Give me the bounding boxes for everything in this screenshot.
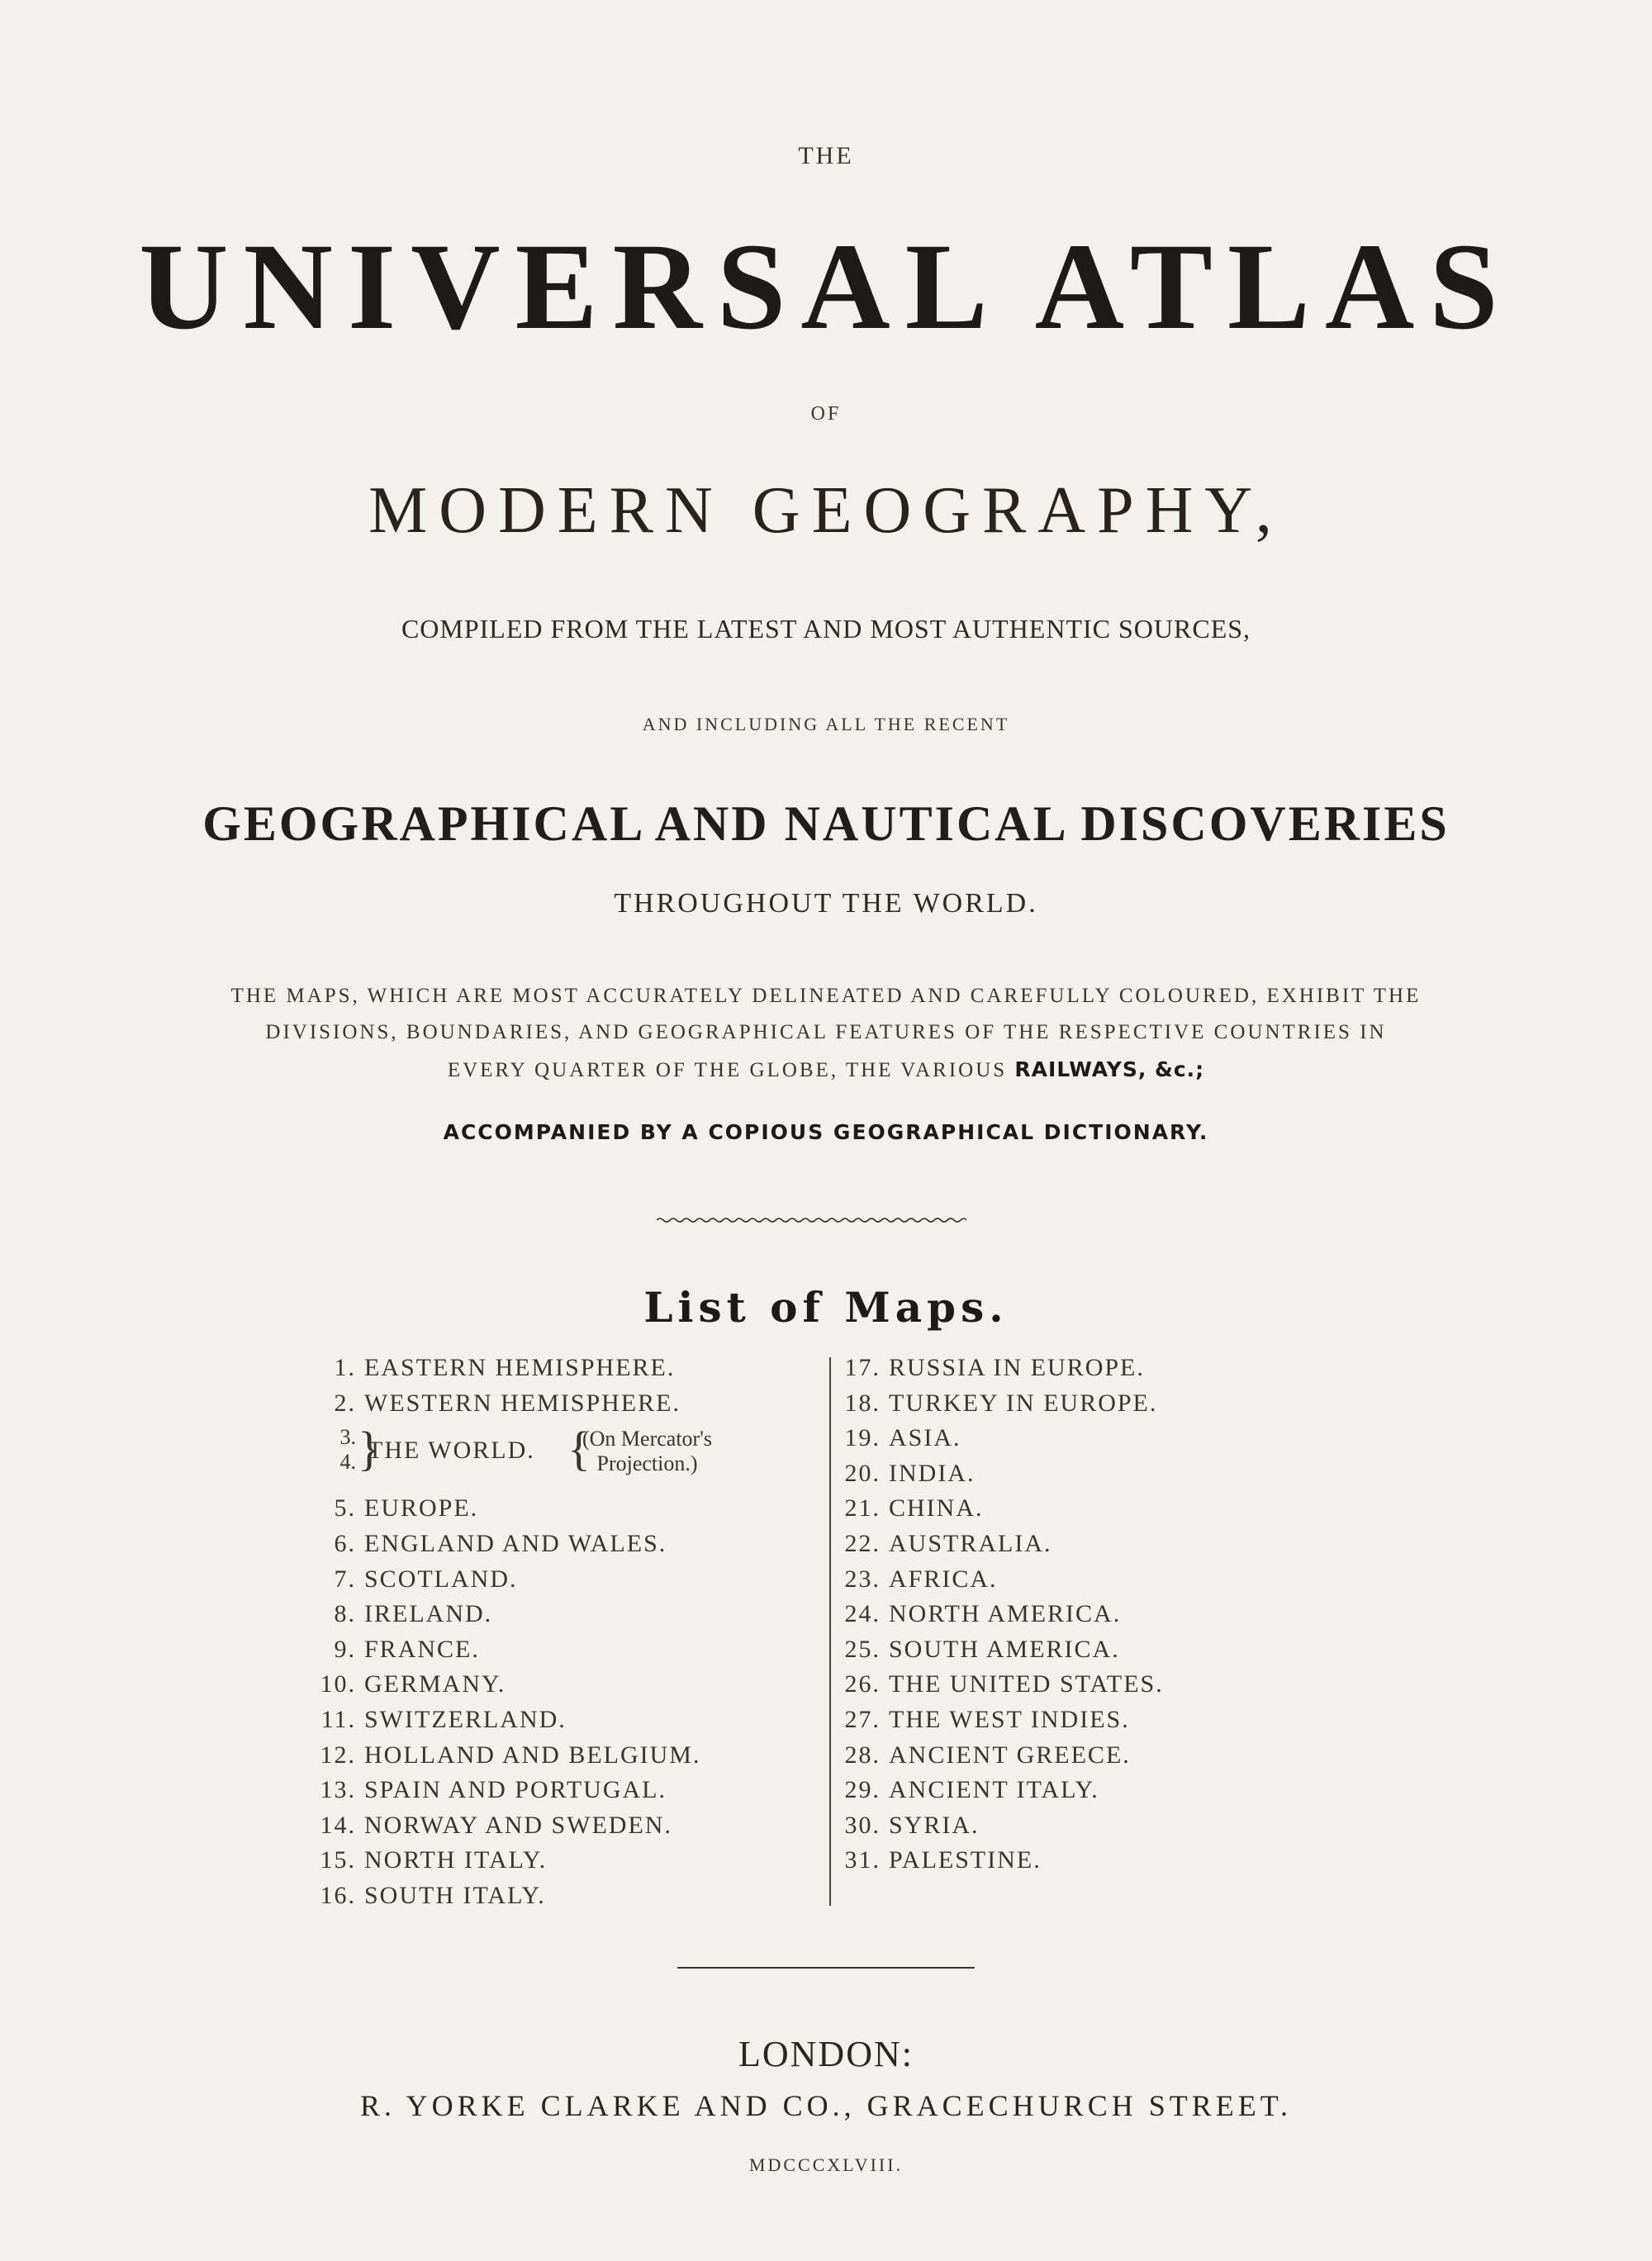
throughout-line: THROUGHOUT THE WORLD. xyxy=(614,888,1038,919)
map-list-item xyxy=(310,1809,672,1842)
map-name: EASTERN HEMISPHERE. xyxy=(364,1354,676,1381)
map-list-item xyxy=(310,1492,478,1525)
map-name: CHINA. xyxy=(889,1494,984,1522)
subtitle: MODERN GEOGRAPHY, xyxy=(368,474,1284,547)
title-the: THE xyxy=(798,142,854,169)
map-list-item xyxy=(834,1351,1145,1385)
world-entry-note-line-1: (On Mercator's xyxy=(582,1427,713,1451)
map-list-item xyxy=(834,1492,984,1525)
map-name: NORTH AMERICA. xyxy=(889,1600,1122,1627)
map-number: 31. xyxy=(844,1846,881,1874)
map-number: 21. xyxy=(844,1494,881,1522)
map-name: THE WEST INDIES. xyxy=(889,1706,1130,1733)
map-name: GERMANY. xyxy=(364,1670,506,1698)
imprint-year: MDCCCXLVIII. xyxy=(748,2154,904,2175)
map-number: 24. xyxy=(844,1600,881,1627)
description-line-1: THE MAPS, WHICH ARE MOST ACCURATELY DELINEATED AND CAREFULLY COLOURED, EXHIBIT THE xyxy=(230,985,1422,1007)
map-list-item xyxy=(834,1422,961,1455)
map-list-item xyxy=(834,1774,1099,1807)
map-number: 18. xyxy=(844,1389,881,1417)
map-name: HOLLAND AND BELGIUM. xyxy=(364,1741,701,1769)
brace-right-icon: { xyxy=(567,1422,591,1475)
map-number: 27. xyxy=(844,1706,881,1733)
list-of-maps-heading: List of Maps. xyxy=(643,1283,1009,1332)
map-number: 23. xyxy=(844,1565,881,1593)
map-list-item xyxy=(834,1387,1157,1420)
map-name: WESTERN HEMISPHERE. xyxy=(364,1389,681,1417)
map-number: 11. xyxy=(320,1706,356,1733)
map-name: PALESTINE. xyxy=(889,1846,1042,1874)
world-entry-note xyxy=(582,1427,712,1476)
map-name: SCOTLAND. xyxy=(364,1565,518,1593)
map-list-item xyxy=(834,1703,1130,1736)
map-name: NORWAY AND SWEDEN. xyxy=(364,1812,672,1839)
world-entry-num-3: 3. xyxy=(339,1425,356,1449)
map-number: 17. xyxy=(844,1354,881,1381)
map-list-item xyxy=(310,1633,480,1666)
map-name: THE UNITED STATES. xyxy=(889,1670,1164,1698)
world-entry-title: THE WORLD. xyxy=(368,1437,535,1464)
map-list-item xyxy=(834,1563,998,1596)
map-name: ANCIENT GREECE. xyxy=(889,1741,1131,1769)
map-list-item xyxy=(310,1351,675,1385)
map-number: 26. xyxy=(844,1670,881,1698)
map-list-item xyxy=(834,1633,1120,1666)
discoveries-heading: GEOGRAPHICAL AND NAUTICAL DISCOVERIES xyxy=(202,796,1450,851)
map-number: 7. xyxy=(334,1565,356,1593)
compiled-line: COMPILED FROM THE LATEST AND MOST AUTHENTIC SOURCES, xyxy=(401,614,1251,644)
map-number: 6. xyxy=(334,1530,356,1557)
map-number: 12. xyxy=(320,1741,356,1769)
map-list-item xyxy=(310,1598,492,1631)
map-list-item xyxy=(834,1809,980,1842)
map-name: SOUTH AMERICA. xyxy=(889,1636,1120,1663)
map-list-item xyxy=(310,1774,667,1807)
map-number: 13. xyxy=(320,1776,356,1803)
imprint-publisher: R. YORKE CLARKE AND CO., GRACECHURCH STREET. xyxy=(359,2089,1293,2122)
map-number: 15. xyxy=(320,1846,356,1874)
accompanied-line: ACCOMPANIED BY A COPIOUS GEOGRAPHICAL DICTIONARY. xyxy=(443,1120,1209,1144)
map-name: SWITZERLAND. xyxy=(364,1706,567,1733)
map-list-item xyxy=(310,1668,506,1701)
map-name: RUSSIA IN EUROPE. xyxy=(889,1354,1145,1381)
map-number: 5. xyxy=(334,1494,356,1522)
map-name: IRELAND. xyxy=(364,1600,493,1627)
map-number: 2. xyxy=(334,1389,356,1417)
map-number: 8. xyxy=(334,1600,356,1627)
map-name: ANCIENT ITALY. xyxy=(889,1776,1099,1803)
map-list-item xyxy=(310,1563,518,1596)
map-number: 16. xyxy=(320,1882,356,1909)
map-name: AFRICA. xyxy=(889,1565,998,1593)
railways-emphasis: RAILWAYS, &c.; xyxy=(1014,1057,1205,1081)
description-line-3 xyxy=(0,1057,1652,1082)
map-list-item xyxy=(834,1739,1131,1772)
map-list-item xyxy=(310,1739,700,1772)
world-entry-num-4: 4. xyxy=(339,1450,356,1474)
map-list-item xyxy=(834,1598,1121,1631)
map-name: AUSTRALIA. xyxy=(889,1530,1052,1557)
map-list-item xyxy=(310,1844,547,1877)
map-number: 19. xyxy=(844,1424,881,1451)
map-list-item xyxy=(310,1879,546,1912)
map-list-item xyxy=(310,1703,567,1736)
map-list-item xyxy=(310,1527,667,1560)
map-number: 14. xyxy=(320,1812,356,1839)
world-entry-numbers xyxy=(328,1425,356,1475)
description-line-2: DIVISIONS, BOUNDARIES, AND GEOGRAPHICAL FEATURES OF THE RESPECTIVE COUNTRIES IN xyxy=(265,1021,1387,1043)
map-name: NORTH ITALY. xyxy=(364,1846,548,1874)
map-name: ASIA. xyxy=(889,1424,961,1451)
map-list-item xyxy=(310,1387,681,1420)
title-of: OF xyxy=(810,403,842,425)
map-list-item xyxy=(834,1457,975,1490)
map-number: 28. xyxy=(844,1741,881,1769)
map-name: FRANCE. xyxy=(364,1636,480,1663)
world-entry-note-line-2: Projection.) xyxy=(596,1451,698,1475)
map-number: 22. xyxy=(844,1530,881,1557)
map-name: EUROPE. xyxy=(364,1494,479,1522)
map-number: 25. xyxy=(844,1636,881,1663)
map-name: INDIA. xyxy=(889,1460,976,1487)
map-name: TURKEY IN EUROPE. xyxy=(889,1389,1158,1417)
column-divider xyxy=(829,1357,831,1906)
map-number: 1. xyxy=(334,1354,356,1381)
imprint-place: LONDON: xyxy=(738,2034,914,2074)
including-line: AND INCLUDING ALL THE RECENT xyxy=(642,714,1010,734)
bottom-rule xyxy=(677,1967,975,1969)
description-line-3-text: EVERY QUARTER OF THE GLOBE, THE VARIOUS xyxy=(447,1059,1008,1081)
map-number: 30. xyxy=(844,1812,881,1839)
map-name: SYRIA. xyxy=(889,1812,980,1839)
map-number: 20. xyxy=(844,1460,881,1487)
map-name: SOUTH ITALY. xyxy=(364,1882,546,1909)
map-list-item xyxy=(834,1527,1052,1560)
wavy-rule xyxy=(657,1217,966,1223)
brace-left-icon: } xyxy=(358,1422,381,1475)
map-number: 10. xyxy=(320,1670,356,1698)
map-name: SPAIN AND PORTUGAL. xyxy=(364,1776,667,1803)
main-title: UNIVERSAL ATLAS xyxy=(139,218,1513,355)
map-number: 9. xyxy=(334,1636,356,1663)
world-entry xyxy=(310,1422,772,1491)
map-list-item xyxy=(834,1668,1164,1701)
map-list-item xyxy=(834,1844,1042,1877)
map-name: ENGLAND AND WALES. xyxy=(364,1530,667,1557)
map-number: 29. xyxy=(844,1776,881,1803)
